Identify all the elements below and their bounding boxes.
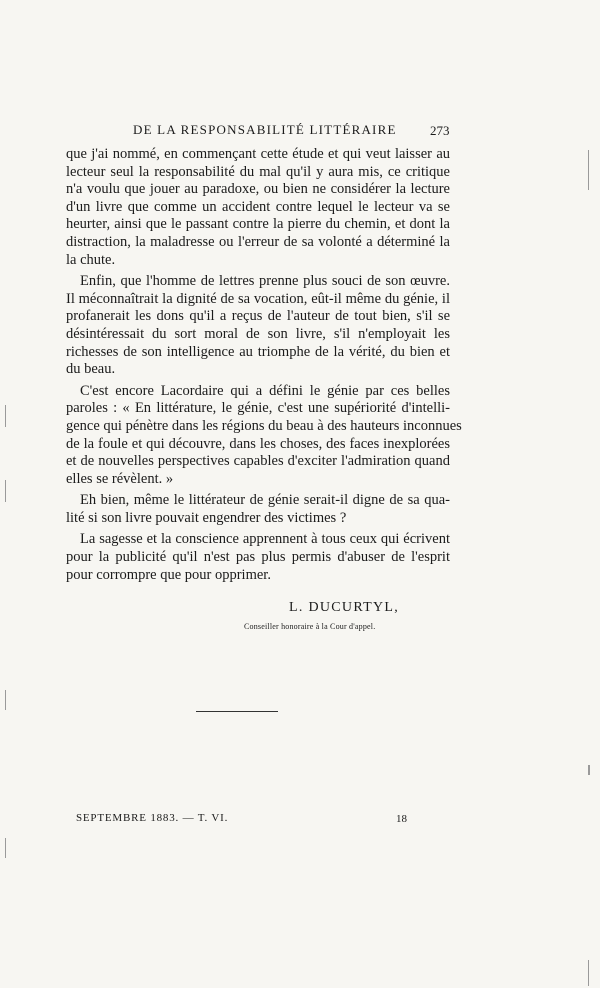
text-line: paroles : « En littérature, le génie, c'est une supériorité d'intelli- xyxy=(66,400,450,417)
text-line: pour corrompre que pour opprimer. xyxy=(66,566,271,583)
scan-mark xyxy=(5,405,6,427)
author-title: Conseiller honoraire à la Cour d'appel. xyxy=(244,622,376,631)
running-head: DE LA RESPONSABILITÉ LITTÉRAIRE xyxy=(133,122,397,137)
text-line: richesses de son intelligence au triomphe de la vérité, du bien et xyxy=(66,343,450,360)
text-line: que j'ai nommé, en commençant cette étude et qui veut laisser au xyxy=(66,146,450,162)
text-line: désintéressait du sort moral de son livre, s'il n'employait les xyxy=(66,325,450,342)
text-line: Il méconnaîtrait la dignité de sa vocation, eût-il même du génie, il xyxy=(66,290,450,307)
body-text xyxy=(66,146,462,584)
page-number: 273 xyxy=(430,123,450,138)
text-line: distraction, la maladresse ou l'erreur de sa volonté a déterminé la xyxy=(66,233,450,250)
text-line: pour la publicité qu'il n'est pas plus permis d'abuser de l'esprit xyxy=(66,549,450,566)
page-header xyxy=(120,122,460,142)
footer-date-volume: SEPTEMBRE 1883. — T. VI. xyxy=(76,812,229,824)
text-line: La sagesse et la conscience apprennent à tous ceux qui écrivent xyxy=(80,531,450,548)
scan-mark xyxy=(5,838,6,858)
footer-signature-mark: 18 xyxy=(396,813,407,825)
scan-mark xyxy=(588,765,590,775)
scan-mark xyxy=(588,960,589,986)
text-line: n'a voulu que jouer au paradoxe, ou bien ne considérer la lecture xyxy=(66,181,450,198)
text-line: Eh bien, même le littérateur de génie serait-il digne de sa qua- xyxy=(80,492,450,509)
text-line: d'un livre que comme un accident contre lequel le lecteur va se xyxy=(66,198,450,215)
text-line: du beau. xyxy=(66,361,116,378)
text-line: gence qui pénètre dans les régions du beau à des hauteurs inconnues xyxy=(66,417,462,434)
text-line: et de nouvelles perspectives capables d'exciter l'admiration quand xyxy=(66,453,450,470)
text-line: elles se révèlent. » xyxy=(66,470,174,487)
scan-mark xyxy=(588,150,589,190)
text-line: de la foule et qui découvre, dans les choses, des faces inexplorées xyxy=(66,435,450,452)
text-line: la chute. xyxy=(66,251,116,268)
scan-mark xyxy=(5,480,6,502)
text-line: profanerait les dons qu'il a reçus de l'auteur de tout bien, s'il se xyxy=(66,308,450,325)
section-divider xyxy=(196,711,278,712)
author-signature: L. DUCURTYL, xyxy=(289,600,400,615)
text-line: Enfin, que l'homme de lettres prenne plus souci de son œuvre. xyxy=(80,273,450,290)
scan-mark xyxy=(5,690,6,710)
text-line: heurter, ainsi que le passant contre la pierre du chemin, et dont la xyxy=(66,216,450,233)
text-line: lecteur seul la responsabilité du mal qu'il y aura mis, ce critique xyxy=(66,163,450,180)
text-line: lité si son livre pouvait engendrer des victimes ? xyxy=(66,509,347,526)
text-line: C'est encore Lacordaire qui a défini le génie par ces belles xyxy=(80,382,450,399)
